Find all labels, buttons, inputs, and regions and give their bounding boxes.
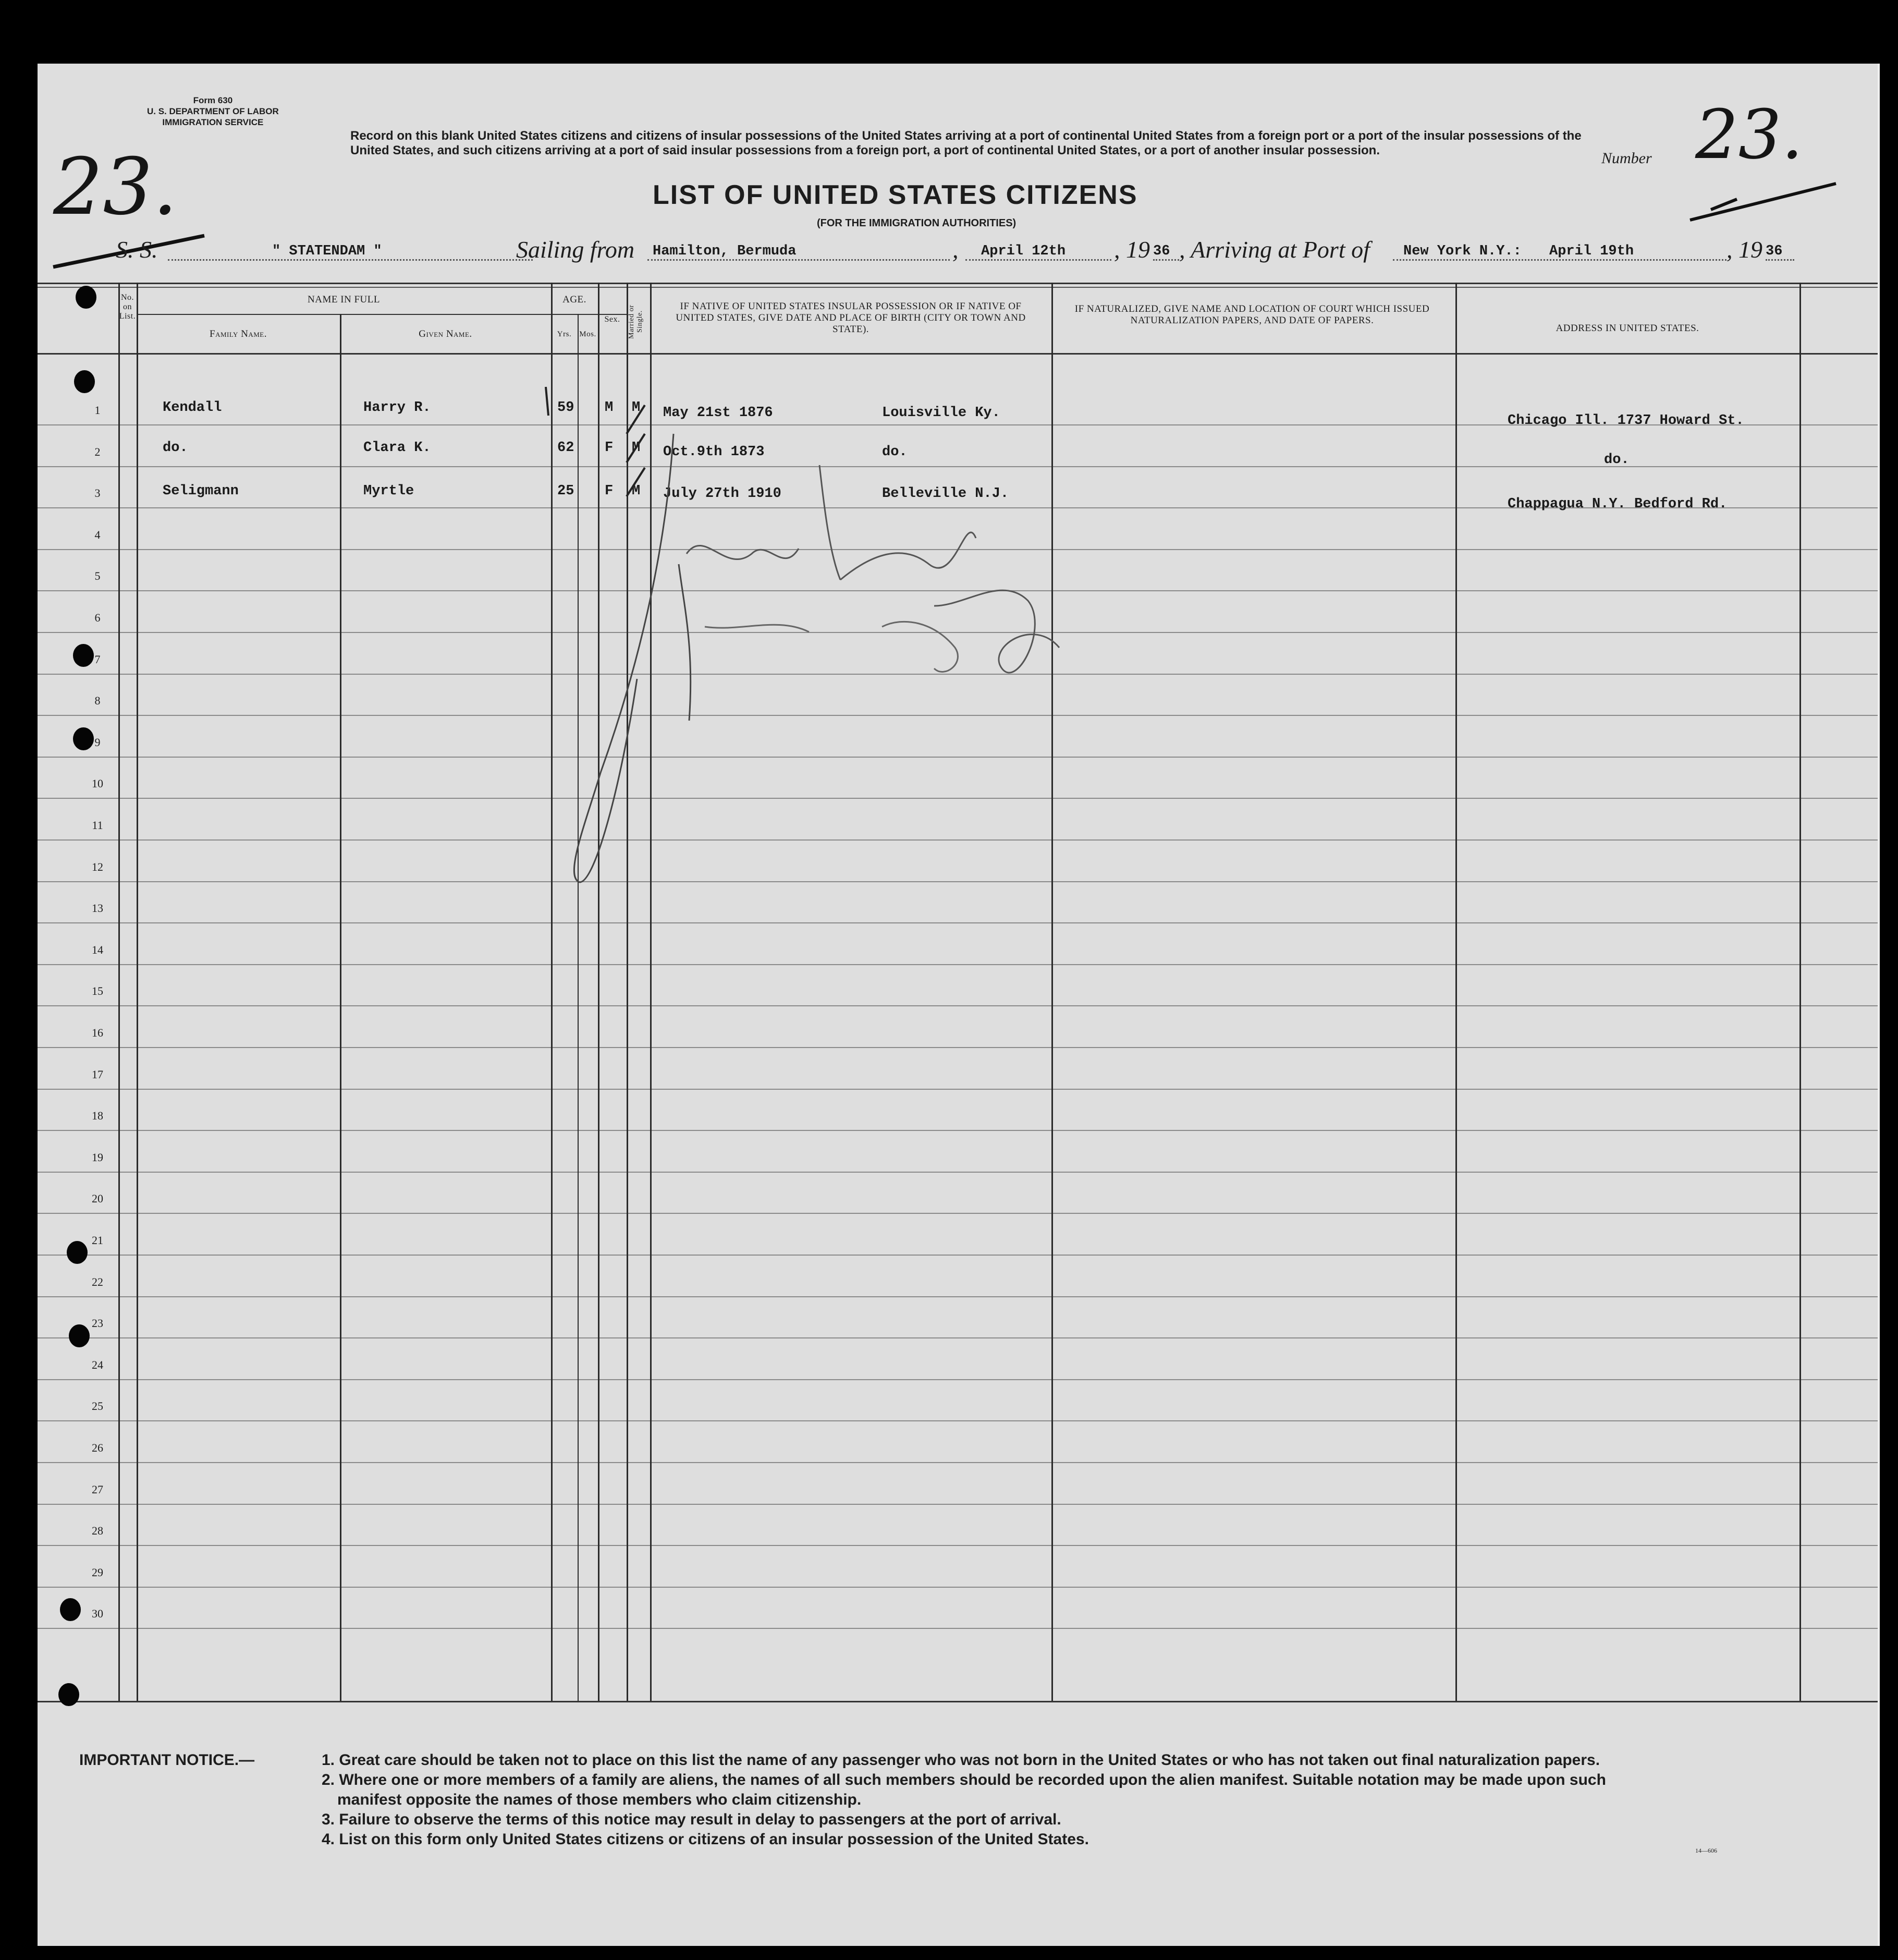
sailing-year: 36 xyxy=(1153,244,1179,261)
number-label: Number xyxy=(1601,150,1652,167)
notice-heading: IMPORTANT NOTICE.— xyxy=(79,1751,255,1769)
row-rule xyxy=(38,1296,1878,1297)
row-rule xyxy=(38,1255,1878,1256)
col-header-family: Family Name. xyxy=(210,328,267,339)
row-rule xyxy=(38,1504,1878,1505)
row-number: 23 xyxy=(92,1317,103,1330)
row-number: 6 xyxy=(94,611,101,624)
col-header-yrs: Yrs. xyxy=(557,330,572,338)
sailing-from: Hamilton, Bermuda xyxy=(647,244,950,261)
sailing-date: April 12th xyxy=(965,244,1111,261)
address: do. xyxy=(1604,452,1630,468)
row-number: 8 xyxy=(94,694,101,708)
table-bottom-rule xyxy=(38,1701,1878,1702)
form-number: Form 630 xyxy=(193,95,233,105)
row-rule xyxy=(38,1545,1878,1546)
birth-place: Louisville Ky. xyxy=(882,405,1000,421)
col-header-native: IF NATIVE OF UNITED STATES INSULAR POSSESSION OR IF NATIVE OF UNITED STATES, GIVE DATE AND PLACE OF BIRTH (CITY OR TOWN AND STATE). xyxy=(676,301,1026,335)
birth-place: Belleville N.J. xyxy=(882,486,1009,502)
row-number: 24 xyxy=(92,1358,103,1371)
form-meta xyxy=(147,95,279,128)
row-rule xyxy=(38,1089,1878,1090)
arrival-port: New York N.Y.: xyxy=(1393,244,1726,261)
row-number: 3 xyxy=(94,486,101,500)
row-number: 29 xyxy=(92,1565,103,1579)
notice-item-1: 1. Great care should be taken not to place on this list the name of any passenger who was not born in the United States or who has not taken out final naturalization papers. xyxy=(322,1751,1600,1769)
given-name: Myrtle xyxy=(363,483,414,499)
row-number: 28 xyxy=(92,1524,103,1538)
row-rule xyxy=(38,1005,1878,1006)
family-name: Kendall xyxy=(163,400,222,416)
binder-hole xyxy=(60,1598,81,1621)
row-number: 17 xyxy=(92,1067,103,1081)
family-name: Seligmann xyxy=(163,483,239,499)
col-header-naturalized: IF NATURALIZED, GIVE NAME AND LOCATION OF COURT WHICH ISSUED NATURALIZATION PAPERS, AND DATE OF PAPERS. xyxy=(1074,303,1430,326)
sex: M xyxy=(605,400,614,416)
given-name: Clara K. xyxy=(363,440,431,456)
age-years: 62 xyxy=(557,440,574,456)
binder-hole xyxy=(73,727,94,750)
marital-status: M xyxy=(632,400,641,416)
row-number: 20 xyxy=(92,1192,103,1206)
number-strike xyxy=(1680,173,1852,236)
row-number: 16 xyxy=(92,1026,103,1039)
birth-date: Oct.9th 1873 xyxy=(663,444,765,460)
row-number: 18 xyxy=(92,1109,103,1123)
row-number: 11 xyxy=(92,819,103,832)
handwritten-annotations xyxy=(507,356,1132,929)
marital-status: M xyxy=(632,440,641,456)
notice-item-3: 3. Failure to observe the terms of this notice may result in delay to passengers at the port of arrival. xyxy=(322,1811,1061,1828)
print-code: 14—606 xyxy=(1695,1847,1717,1854)
col-header-sex: Sex. xyxy=(604,315,620,324)
row-rule xyxy=(38,1130,1878,1131)
notice-item-2: 2. Where one or more members of a family are aliens, the names of all such members should be recorded upon the alien manifest. Suitable notation may be made upon such xyxy=(322,1771,1606,1788)
row-number: 30 xyxy=(92,1607,103,1621)
year-prefix-2: 19 xyxy=(1738,236,1762,263)
row-number: 14 xyxy=(92,943,103,956)
ss-label: S. S. xyxy=(116,236,158,263)
notice-item-2-cont: manifest opposite the names of those members who claim citizenship. xyxy=(337,1791,862,1808)
arrival-date: April 19th xyxy=(1549,244,1634,259)
number-value: 23. xyxy=(1695,95,1803,174)
sex: F xyxy=(605,440,614,456)
address: Chicago Ill. 1737 Howard St. xyxy=(1508,413,1744,429)
age-years: 25 xyxy=(557,483,574,499)
row-number: 2 xyxy=(94,445,101,458)
row-rule xyxy=(38,964,1878,965)
service: IMMIGRATION SERVICE xyxy=(162,117,264,127)
col-header-address: ADDRESS IN UNITED STATES. xyxy=(1556,323,1699,334)
binder-hole xyxy=(76,286,96,309)
col-header-name: NAME IN FULL xyxy=(308,294,380,305)
row-number: 10 xyxy=(92,777,103,790)
birth-date: July 27th 1910 xyxy=(663,486,781,502)
row-number: 21 xyxy=(92,1234,103,1247)
col-header-mos: Mos. xyxy=(579,330,596,338)
age-years: 59 xyxy=(557,400,574,416)
instructions: Record on this blank United States citizens and citizens of insular possessions of the United States arriving at a port of continental United States from a foreign port or a port of the insular possessions of the United States, and such citizens arriving at a port of said insular possessions from a foreign port, a port of continental United States, or a port of another insular possession. xyxy=(350,129,1582,157)
col-header-given: Given Name. xyxy=(419,328,472,339)
address: Chappagua N.Y. Bedford Rd. xyxy=(1508,496,1728,512)
row-number: 4 xyxy=(94,528,101,541)
row-rule xyxy=(38,1213,1878,1214)
corner-number: 23. xyxy=(53,142,178,233)
row-number: 26 xyxy=(92,1441,103,1454)
row-rule xyxy=(38,1420,1878,1421)
binder-hole xyxy=(73,644,94,667)
row-rule xyxy=(38,1172,1878,1173)
binder-hole xyxy=(67,1241,88,1264)
row-number: 15 xyxy=(92,984,103,998)
given-name: Harry R. xyxy=(363,400,431,416)
notice-item-4: 4. List on this form only United States citizens or citizens of an insular possession of the United States. xyxy=(322,1831,1089,1848)
row-number: 5 xyxy=(94,569,101,583)
arriving-label: , Arriving at Port of xyxy=(1179,236,1370,263)
row-number: 19 xyxy=(92,1150,103,1164)
row-number: 13 xyxy=(92,902,103,915)
col-header-no: No. on List. xyxy=(119,293,136,321)
department: U. S. DEPARTMENT OF LABOR xyxy=(147,106,279,116)
family-name: do. xyxy=(163,440,188,456)
header-bottom-rule xyxy=(38,353,1878,355)
row-number: 12 xyxy=(92,860,103,873)
sailing-label: Sailing from xyxy=(516,236,635,263)
row-rule xyxy=(38,1379,1878,1380)
binder-hole xyxy=(58,1683,79,1706)
row-number: 1 xyxy=(94,404,101,417)
row-number: 7 xyxy=(94,652,101,666)
row-rule xyxy=(38,1462,1878,1463)
row-rule xyxy=(38,1587,1878,1588)
row-rule xyxy=(38,1047,1878,1048)
col-header-married: Married or Single. xyxy=(628,305,644,339)
row-number: 9 xyxy=(94,735,101,749)
arrival-year: 36 xyxy=(1766,244,1794,261)
col-header-age: AGE. xyxy=(562,294,586,305)
binder-hole xyxy=(69,1324,90,1347)
manifest-page: Form 630 U. S. DEPARTMENT OF LABOR IMMIGRATION SERVICE 23. Record on this blank United States citizens and citizens of insular possessions of the United States arriving at a port of continental United States from a foreign port or a port of the insular possessions of the United States, and such citizens arriving at a port of said insular possessions from a foreign port, a port of continental United States, or a port of another insular possession. Number 23. LIST OF UNITED STATES CITIZENS (FOR THE IMMIGRATION AUTHORITIES) S. S. " STATENDAM " Sailing from Hamilton, Bermuda , April 12th , 19 36 , Arriving at Port of New York N.Y.: April 19th , 19 36 No. on List. NAME IN FULL Family Name. Given Name. AGE. Yrs. Mos. Sex. Married or Single. IF NATIVE OF UNITED STATES INSULAR POSSESSION OR IF NATIVE OF UNITED STATES, GIVE DATE AND PLACE OF BIRTH (CITY OR TOWN AND STATE). IF NATURALIZED, GIVE NAME AND LOCATION OF COURT WHICH ISSUED NATURALIZATION PAPERS, AND DATE OF PAPERS. ADDRESS IN UNITED STATES. 1 2 3 4 5 6 7 8 9 10 11 12 13 14 15 16 17 18 19 20 21 22 23 24 25 26 27 28 29 30 Kendall Harry R. 59 M M May 21st 1876 Louisville Ky. Chicago Ill. 1737 Howard St. do. Clara K. 62 F M Oct.9th 1873 do. do. Seligmann Myrtle 25 F M July 27th 1910 Belleville N.J. Chappagua N.Y. Bedford Rd. IMPORTANT NOTICE.— 1. Great care should be taken not to place on this list the name of any passenger who was not born in the United States or who has not taken out final naturalization papers. 2. Where one or more members of a family are aliens, the names of all such members should be recorded upon the alien manifest. Suitable notation may be made upon such manifest opposite the names of those members who claim citizenship. 3. Failure to observe the terms of this notice may result in delay to passengers at the port of arrival. 4. List on this form only United States citizens or citizens of an insular possession of the United States. 14—606 xyxy=(38,64,1880,1946)
row-number: 25 xyxy=(92,1399,103,1413)
row-rule xyxy=(38,1337,1878,1338)
birth-date: May 21st 1876 xyxy=(663,405,773,421)
sex: F xyxy=(605,483,614,499)
birth-place: do. xyxy=(882,444,908,460)
row-number: 27 xyxy=(92,1482,103,1496)
marital-status: M xyxy=(632,483,641,499)
ship-name: " STATENDAM " xyxy=(168,244,533,261)
page-title: LIST OF UNITED STATES CITIZENS xyxy=(653,180,1138,210)
table-top-rule xyxy=(38,283,1878,284)
binder-hole xyxy=(74,370,95,393)
row-rule xyxy=(38,1628,1878,1629)
year-prefix-1: 19 xyxy=(1126,236,1150,263)
row-number: 22 xyxy=(92,1275,103,1288)
page-subtitle: (FOR THE IMMIGRATION AUTHORITIES) xyxy=(817,217,1017,229)
